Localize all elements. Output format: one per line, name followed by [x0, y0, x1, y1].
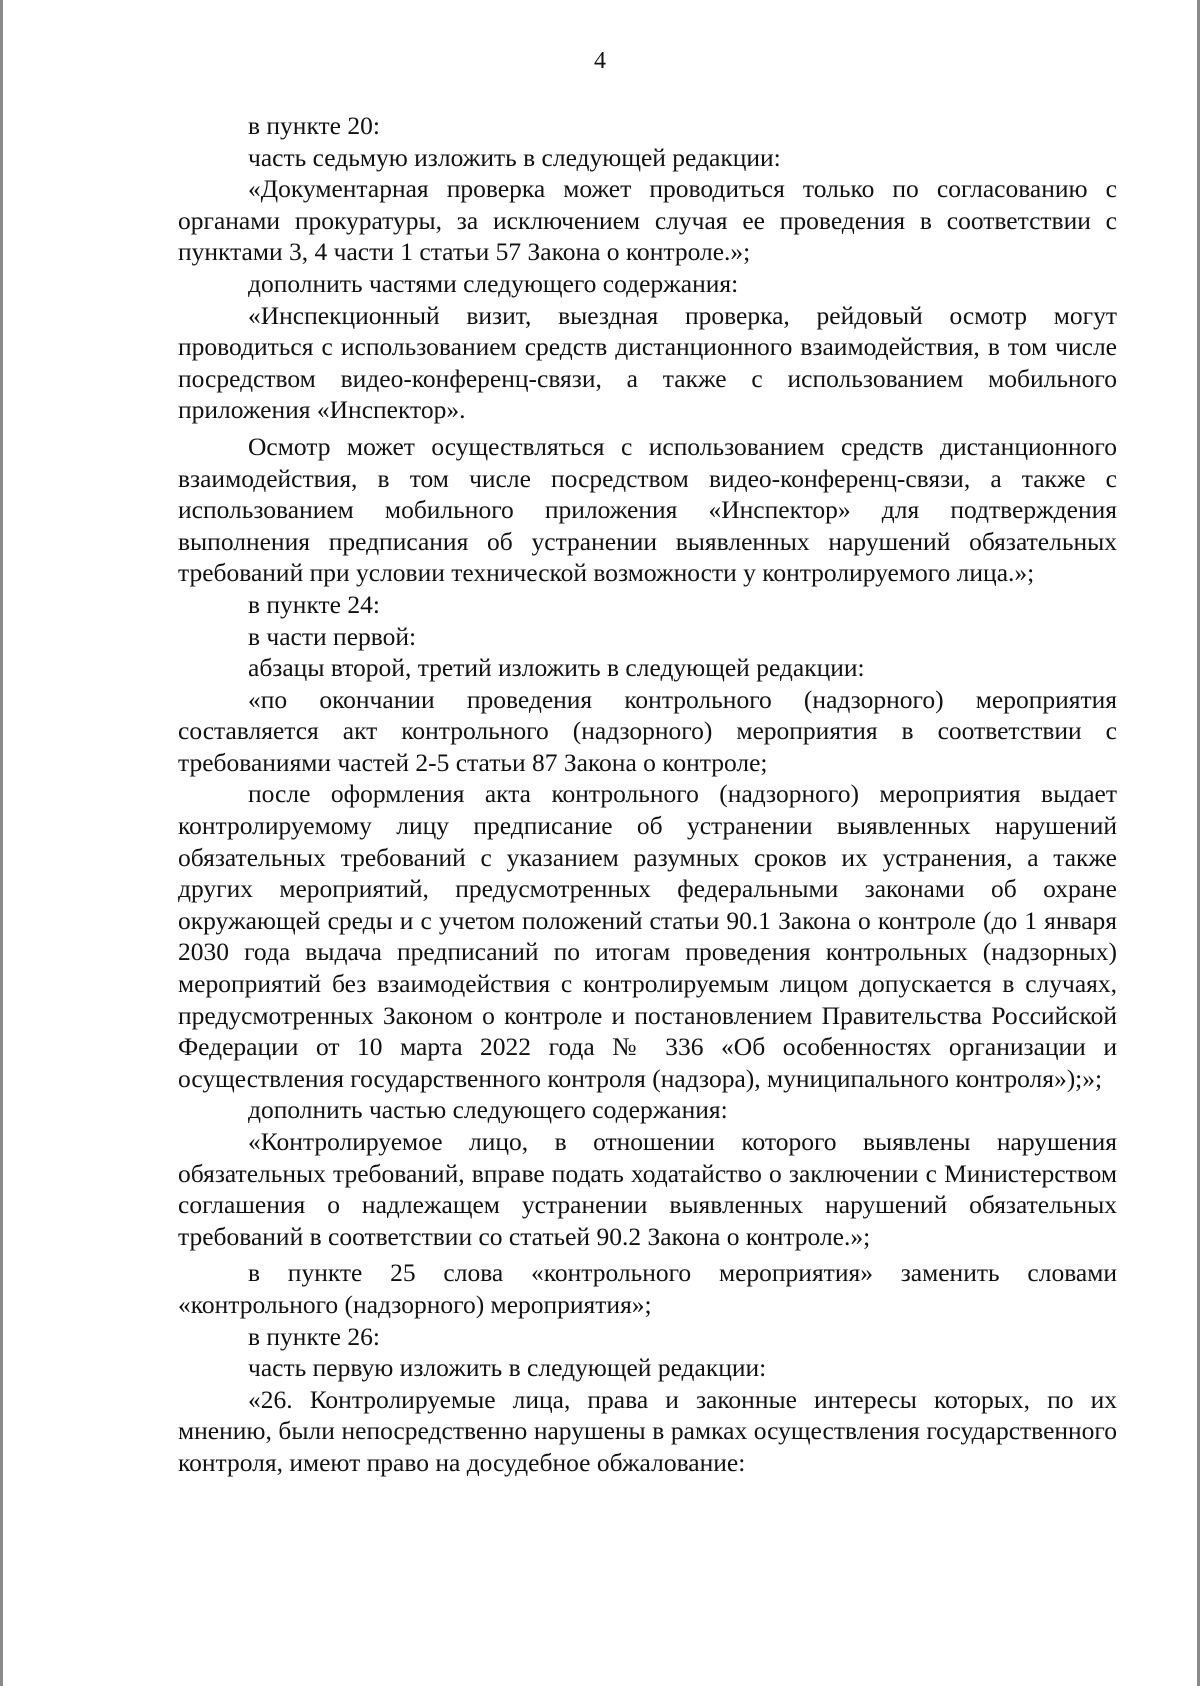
paragraph: в пункте 24: — [248, 589, 380, 619]
paragraph: «Документарная проверка может проводиться только по согласованию с органами прокуратуры, за исключением случая ее проведения в соответствии с пунктами 3, 4 части 1 статьи 57 Закона о контроле.»; — [178, 174, 1117, 267]
paragraph: в пункте 20: — [248, 111, 380, 140]
paragraph: «26. Контролируемые лица, права и законные интересы которых, по их мнению, были непосредственно нарушены в рамках осуществления государственного контроля, имеют право на досудебное обжалование: — [178, 1384, 1117, 1477]
paragraph: дополнить частью следующего содержания: — [248, 1095, 728, 1125]
scan-edge-left — [0, 0, 3, 1686]
paragraph: в части первой: — [248, 621, 417, 651]
paragraph: в пункте 26: — [248, 1321, 380, 1351]
paragraph: часть первую изложить в следующей редакции: — [248, 1353, 767, 1383]
page-number: 4 — [594, 48, 606, 74]
paragraph: «по окончании проведения контрольного (надзорного) мероприятия составляется акт контрольного (надзорного) мероприятия в соответствии с требованиями частей 2-5 статьи 87 Закона о контроле; — [178, 684, 1117, 777]
paragraph: в пункте 25 слова «контрольного мероприятия» заменить словами «контрольного (надзорного) мероприятия»; — [178, 1258, 1117, 1319]
paragraph: Осмотр может осуществляться с использованием средств дистанционного взаимодействия, в том числе посредством видео-конференц-связи, а также с использованием мобильного приложения «Инспектор» для подтверждения выполнения предписания об устранении выявленных нарушений обязательных требований при условии технической возможности у контролируемого лица.»; — [178, 431, 1117, 588]
paragraph: абзацы второй, третий изложить в следующей редакции: — [248, 653, 865, 683]
paragraph: «Контролируемое лицо, в отношении которого выявлены нарушения обязательных требований, вправе подать ходатайство о заключении с Министерством соглашения о надлежащем устранении выявленных нарушений обязательных требований в соответствии со статьей 90.2 Закона о контроле.»; — [178, 1127, 1117, 1251]
document-body — [178, 110, 1117, 1479]
paragraph: дополнить частями следующего содержания: — [248, 268, 739, 298]
paragraph: часть седьмую изложить в следующей редакции: — [248, 142, 781, 172]
paragraph: «Инспекционный визит, выездная проверка, рейдовый осмотр могут проводиться с использованием средств дистанционного взаимодействия, в том числе посредством видео-конференц-связи, а также с использованием мобильного приложения «Инспектор». — [178, 300, 1117, 425]
paragraph: после оформления акта контрольного (надзорного) мероприятия выдает контролируемому лицу предписание об устранении выявленных нарушений обязательных требований с указанием разумных сроков их устранения, а также других мероприятий, предусмотренных федеральными законами об охране окружающей среды и с учетом положений статьи 90.1 Закона о контроле (до 1 января 2030 года выдача предписаний по итогам проведения контрольных (надзорных) мероприятий без взаимодействия с контролируемым лицом допускается в случаях, предусмотренных Законом о контроле и постановлением Правительства Российской Федерации от 10 марта 2022 года № 336 «Об особенностях организации и осуществления государственного контроля (надзора), муниципального контроля»);»; — [178, 779, 1117, 1093]
